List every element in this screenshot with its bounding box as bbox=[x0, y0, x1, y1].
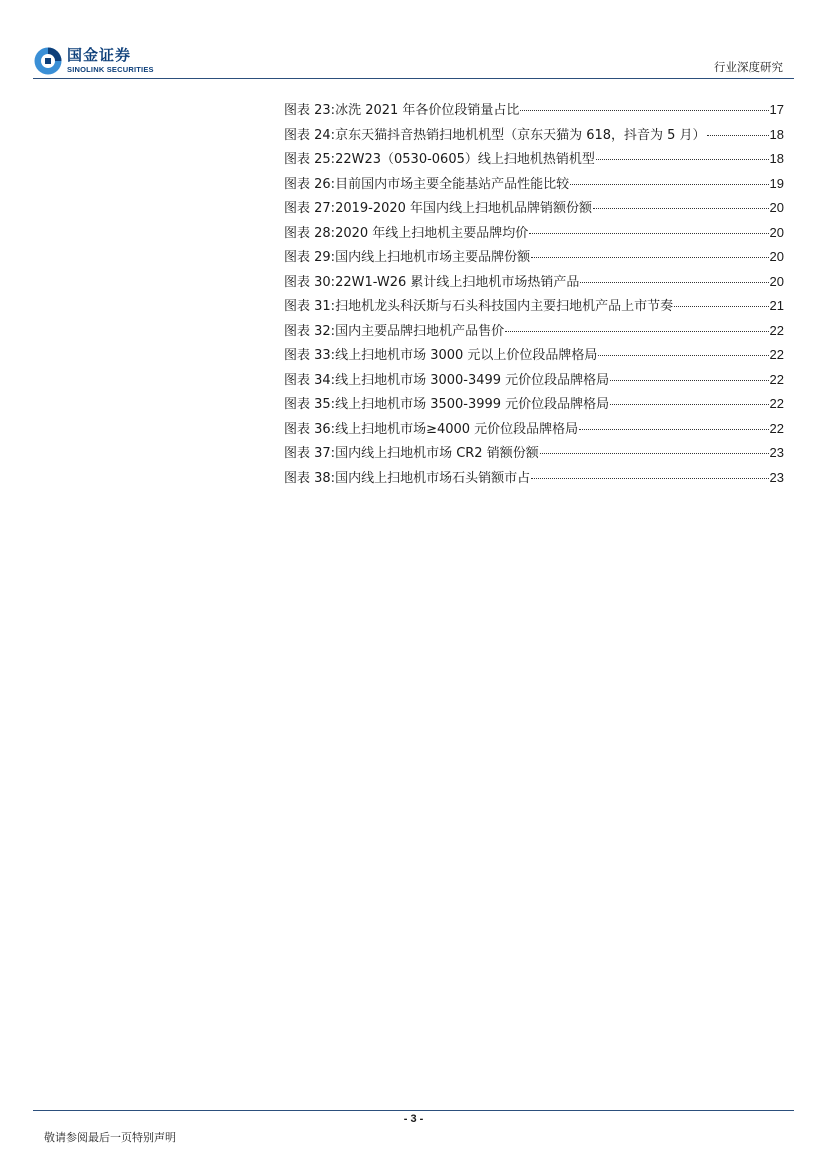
footer-divider bbox=[33, 1110, 794, 1111]
toc-entry-label: 图表 34: bbox=[284, 372, 336, 388]
toc-entry-title: 线上扫地机市场 3000 元以上价位段品牌格局 bbox=[335, 348, 598, 363]
toc-dot-leader bbox=[579, 429, 768, 430]
toc-entry-title: 目前国内市场主要全能基站产品性能比较 bbox=[335, 176, 570, 192]
toc-entry-label: 图表 27: bbox=[284, 201, 336, 216]
toc-dot-leader bbox=[531, 257, 768, 258]
toc-entry-page: 22 bbox=[769, 396, 784, 411]
toc-dot-leader bbox=[596, 159, 769, 160]
toc-entry-page: 18 bbox=[769, 151, 784, 166]
toc-entry-title: 国内线上扫地机市场主要品牌份额 bbox=[335, 250, 531, 265]
toc-entry[interactable] bbox=[284, 344, 784, 369]
toc-entry-label: 图表 23: bbox=[284, 103, 336, 118]
toc-dot-leader bbox=[540, 453, 769, 454]
company-logo bbox=[33, 46, 154, 76]
toc-entry-label: 图表 33: bbox=[284, 348, 336, 363]
toc-dot-leader bbox=[520, 110, 768, 111]
figure-index-list bbox=[284, 99, 784, 491]
toc-entry[interactable] bbox=[284, 271, 784, 296]
toc-entry-title: 冰洗 2021 年各价位段销量占比 bbox=[335, 103, 520, 118]
toc-entry[interactable] bbox=[284, 246, 784, 271]
toc-entry-title: 国内线上扫地机市场石头销额市占 bbox=[335, 470, 531, 486]
toc-entry[interactable] bbox=[284, 418, 784, 443]
toc-dot-leader bbox=[598, 355, 768, 356]
toc-entry-page: 18 bbox=[769, 126, 784, 142]
toc-dot-leader bbox=[610, 404, 768, 405]
toc-entry-label: 图表 29: bbox=[284, 250, 336, 265]
toc-entry[interactable] bbox=[284, 467, 784, 492]
header-divider bbox=[33, 78, 794, 79]
toc-dot-leader bbox=[593, 208, 768, 209]
toc-entry-title: 国内主要品牌扫地机产品售价 bbox=[335, 323, 505, 339]
toc-dot-leader bbox=[531, 478, 768, 479]
toc-entry-label: 图表 32: bbox=[284, 323, 336, 339]
toc-dot-leader bbox=[610, 380, 768, 381]
toc-entry-title: 京东天猫抖音热销扫地机机型（京东天猫为 618，抖音为 5 月） bbox=[335, 127, 706, 143]
logo-chinese-name: 国金证券 bbox=[67, 46, 132, 65]
toc-entry-title: 线上扫地机市场≥4000 元价位段品牌格局 bbox=[335, 421, 579, 437]
toc-entry[interactable] bbox=[284, 393, 784, 418]
toc-entry-label: 图表 30: bbox=[284, 274, 336, 290]
toc-entry-title: 2020 年线上扫地机主要品牌均价 bbox=[335, 225, 529, 241]
toc-entry[interactable] bbox=[284, 369, 784, 394]
toc-entry-title: 22W1-W26 累计线上扫地机市场热销产品 bbox=[335, 274, 580, 290]
toc-entry[interactable] bbox=[284, 295, 784, 320]
logo-english-name: SINOLINK SECURITIES bbox=[67, 65, 154, 75]
toc-entry-label: 图表 28: bbox=[284, 225, 336, 241]
disclaimer-note: 敬请参阅最后一页特别声明 bbox=[44, 1131, 176, 1144]
toc-entry-label: 图表 26: bbox=[284, 176, 336, 192]
toc-entry-label: 图表 37: bbox=[284, 446, 336, 461]
toc-dot-leader bbox=[505, 331, 768, 332]
toc-entry-label: 图表 36: bbox=[284, 421, 336, 437]
toc-entry-title: 线上扫地机市场 3500-3999 元价位段品牌格局 bbox=[335, 397, 610, 412]
toc-entry-page: 22 bbox=[769, 371, 784, 387]
toc-entry-page: 20 bbox=[769, 224, 784, 240]
report-type: 行业深度研究 bbox=[714, 60, 783, 74]
toc-entry-title: 2019-2020 年国内线上扫地机品牌销额份额 bbox=[335, 201, 593, 216]
toc-entry-page: 22 bbox=[769, 347, 784, 362]
toc-entry-page: 23 bbox=[769, 469, 784, 485]
toc-entry-page: 21 bbox=[769, 298, 784, 313]
toc-dot-leader bbox=[529, 233, 768, 234]
toc-entry[interactable] bbox=[284, 442, 784, 467]
toc-entry-label: 图表 31: bbox=[284, 299, 336, 314]
page-header bbox=[0, 0, 827, 80]
toc-entry-page: 17 bbox=[769, 102, 784, 117]
toc-entry-page: 22 bbox=[769, 322, 784, 338]
toc-entry-page: 19 bbox=[769, 175, 784, 191]
toc-entry-page: 20 bbox=[769, 200, 784, 215]
toc-entry-page: 23 bbox=[769, 445, 784, 460]
toc-dot-leader bbox=[580, 282, 768, 283]
toc-entry[interactable] bbox=[284, 222, 784, 247]
toc-entry[interactable] bbox=[284, 124, 784, 149]
toc-dot-leader bbox=[570, 184, 768, 185]
toc-entry-title: 国内线上扫地机市场 CR2 销额份额 bbox=[335, 446, 539, 461]
toc-entry-page: 20 bbox=[769, 249, 784, 264]
toc-entry[interactable] bbox=[284, 320, 784, 345]
page-number: - 3 - bbox=[403, 1113, 424, 1125]
toc-entry-title: 线上扫地机市场 3000-3499 元价位段品牌格局 bbox=[335, 372, 610, 388]
toc-entry[interactable] bbox=[284, 173, 784, 198]
toc-entry-label: 图表 24: bbox=[284, 127, 336, 143]
toc-entry-label: 图表 35: bbox=[284, 397, 336, 412]
toc-entry[interactable] bbox=[284, 197, 784, 222]
toc-entry-title: 22W23（0530-0605）线上扫地机热销机型 bbox=[335, 152, 595, 167]
toc-dot-leader bbox=[707, 135, 769, 136]
toc-entry-page: 20 bbox=[769, 273, 784, 289]
toc-dot-leader bbox=[674, 306, 768, 307]
toc-entry-title: 扫地机龙头科沃斯与石头科技国内主要扫地机产品上市节奏 bbox=[335, 299, 674, 314]
toc-entry-page: 22 bbox=[769, 420, 784, 436]
toc-entry-label: 图表 25: bbox=[284, 152, 336, 167]
toc-entry-label: 图表 38: bbox=[284, 470, 336, 486]
toc-entry[interactable] bbox=[284, 99, 784, 124]
toc-entry[interactable] bbox=[284, 148, 784, 173]
sinolink-logo-icon bbox=[33, 46, 63, 76]
